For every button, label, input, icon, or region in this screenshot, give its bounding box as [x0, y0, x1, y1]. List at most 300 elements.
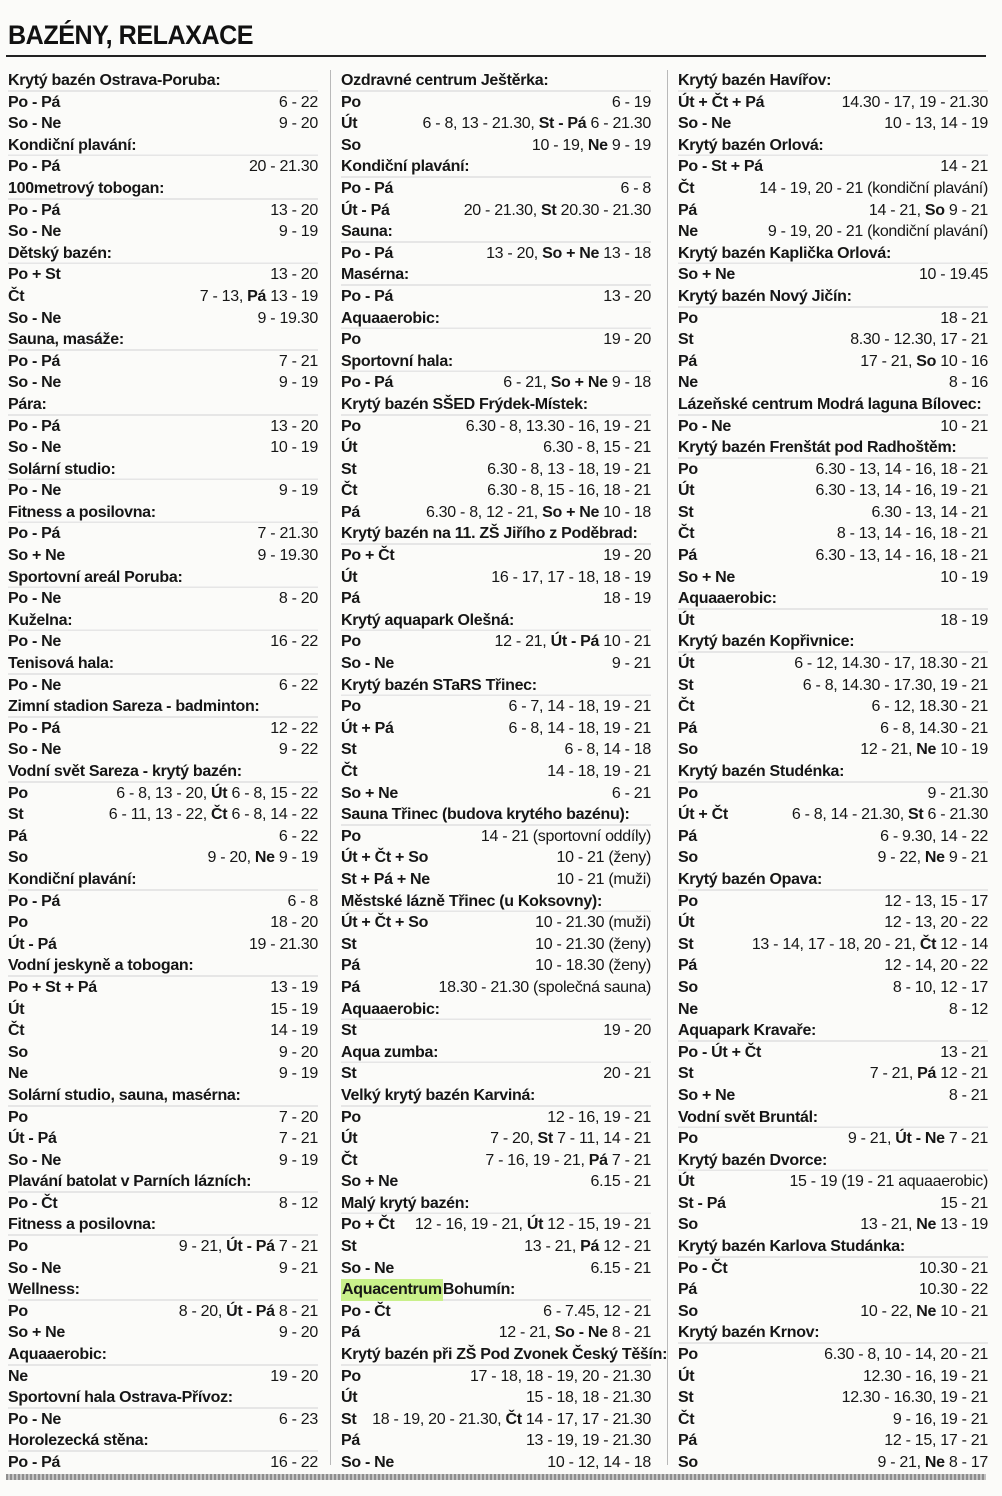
day-label: Po - Ne	[8, 1410, 62, 1428]
day-label: Po	[8, 1302, 28, 1320]
hours	[940, 308, 988, 330]
hours-text: 8 - 21	[948, 1086, 988, 1104]
day-label: Pá	[341, 978, 360, 996]
hours-text: 10 - 19	[270, 439, 318, 457]
hours	[816, 480, 988, 502]
schedule-row	[341, 567, 651, 589]
day-label: Po - Pá	[8, 352, 61, 370]
hours-text: 6.30 - 8, 15 - 21	[543, 439, 651, 457]
schedule-row	[8, 1366, 318, 1388]
day-label: So - Ne	[341, 1454, 395, 1471]
hours-text: 18 - 21	[940, 309, 988, 327]
hours-text: 9 - 19	[278, 223, 318, 241]
hours-text: 6 - 8, 14 - 18	[564, 741, 651, 759]
day-label: Út + Čt + So	[341, 849, 429, 867]
schedule-row	[8, 156, 318, 178]
hours	[768, 221, 988, 243]
hours	[279, 1042, 318, 1064]
day-label: So	[8, 1043, 28, 1061]
day-label-inline: So + Ne	[550, 374, 608, 392]
hours-text: 8 - 12	[278, 1194, 318, 1212]
day-label: Po + St + Pá	[8, 978, 97, 996]
hours	[279, 221, 318, 243]
hours-text: 12 - 14	[936, 935, 988, 953]
day-label: St + Pá + Ne	[341, 870, 430, 888]
schedule-row	[678, 1193, 988, 1215]
day-label: Po - Pá	[8, 719, 61, 737]
hours	[279, 588, 318, 610]
hours	[249, 156, 318, 178]
schedule-row	[678, 999, 988, 1021]
schedule-row	[678, 739, 988, 761]
hours	[794, 653, 988, 675]
schedule-row	[341, 113, 651, 135]
schedule-row	[8, 1236, 318, 1258]
hours-text: 9 - 20	[278, 115, 318, 133]
day-label: Po - Ne	[8, 482, 62, 500]
schedule-row	[8, 1452, 318, 1474]
day-label: Po + Čt	[341, 1216, 395, 1234]
day-label: So - Ne	[341, 655, 395, 673]
day-label: Po	[8, 914, 28, 932]
hours-text: 9 - 21	[278, 1259, 318, 1277]
venue-heading: Sportovní hala:	[341, 351, 651, 373]
venue-heading: Aquaaerobic:	[8, 1344, 318, 1366]
venue-heading: Vodní jeskyně a tobogan:	[8, 955, 318, 977]
schedule-row	[341, 459, 651, 481]
hours	[270, 631, 318, 653]
venue-heading: Krytý bazén Dvorce:	[678, 1150, 988, 1172]
day-label: So - Ne	[8, 741, 62, 759]
venue-heading: Wellness:	[8, 1279, 318, 1301]
hours-text: 10 - 21	[940, 417, 988, 435]
hours	[928, 783, 988, 805]
hours	[803, 675, 988, 697]
day-label: Út - Pá	[341, 201, 390, 219]
hours-text: 13 - 14, 17 - 18, 20 - 21,	[751, 935, 920, 953]
hours-text: 6.30 - 8, 13.30 - 16, 19 - 21	[465, 417, 651, 435]
hours-text: 19 - 21.30	[248, 935, 318, 953]
day-label: So	[678, 978, 698, 996]
day-label: Po - Čt	[341, 1302, 391, 1320]
schedule-row	[8, 934, 318, 956]
day-label-inline: Ne	[254, 849, 275, 867]
schedule-row	[341, 416, 651, 438]
schedule-row	[678, 847, 988, 869]
day-label: Ne	[678, 1000, 698, 1018]
schedule-row	[678, 826, 988, 848]
schedule-row	[678, 696, 988, 718]
hours	[487, 459, 651, 481]
hours	[547, 1107, 651, 1129]
day-label: St	[341, 741, 357, 759]
hours-text: 13 - 20	[270, 201, 318, 219]
schedule-row	[341, 847, 651, 869]
hours	[880, 826, 988, 848]
hours-text: 13 - 20,	[486, 244, 543, 262]
hours	[877, 847, 988, 869]
hours	[179, 1236, 318, 1258]
hours-text: 8 - 12	[948, 1000, 988, 1018]
day-label: Čt	[678, 525, 695, 543]
schedule-row	[341, 135, 651, 157]
schedule-row	[8, 739, 318, 761]
hours	[270, 1366, 318, 1388]
hours-text: 10 - 19,	[531, 136, 588, 154]
schedule-row	[341, 631, 651, 653]
schedule-row	[8, 977, 318, 999]
schedule-row	[678, 1301, 988, 1323]
day-label: Pá	[341, 590, 360, 608]
hours-text: 6.30 - 8, 15 - 16, 18 - 21	[487, 482, 651, 500]
hours-text: 15 - 18, 18 - 21.30	[525, 1389, 651, 1407]
day-label: St	[341, 460, 357, 478]
day-label: St	[8, 806, 24, 824]
schedule-row	[341, 92, 651, 114]
schedule-row	[8, 1258, 318, 1280]
venue-heading: Aqua zumba:	[341, 1042, 651, 1064]
hours	[486, 243, 651, 265]
day-label: Út	[341, 1389, 358, 1407]
schedule-row	[8, 1322, 318, 1344]
schedule-row	[8, 1128, 318, 1150]
column-divider	[667, 70, 668, 1465]
hours	[860, 1301, 988, 1323]
hours-text: 12 - 16, 19 - 21,	[414, 1216, 527, 1234]
venue-heading: Krytý aquapark Olešná:	[341, 610, 651, 632]
hours	[940, 610, 988, 632]
hours-text: 19 - 20	[603, 1022, 651, 1040]
hours-text: 20 - 21.30,	[463, 201, 542, 219]
schedule-row	[8, 416, 318, 438]
hours-text: 12 - 22	[270, 719, 318, 737]
schedule-row	[678, 675, 988, 697]
day-label-inline: Pá	[588, 1151, 608, 1169]
day-label-inline: So	[924, 201, 945, 219]
hours-text: 13 - 21,	[860, 1216, 917, 1234]
hours	[603, 329, 651, 351]
day-label: Po	[341, 1367, 361, 1385]
hours-text: 9 - 19, 20 - 21 (kondiční plavání)	[767, 223, 988, 241]
day-label-inline: St	[541, 201, 557, 219]
hours	[279, 1409, 318, 1431]
schedule-row	[678, 480, 988, 502]
schedule-row	[341, 1236, 651, 1258]
day-label: Čt	[341, 482, 358, 500]
hours	[872, 502, 988, 524]
schedule-row	[341, 437, 651, 459]
hours-text: 12 - 21,	[498, 1324, 555, 1342]
schedule-row	[341, 869, 651, 891]
venue-heading: Kondiční plavání:	[341, 156, 651, 178]
hours	[495, 631, 651, 653]
hours-text: 14 - 18, 19 - 21	[547, 763, 651, 780]
day-label: Út + Čt + Pá	[678, 93, 765, 111]
hours-text: 6 - 8, 14 - 21.30,	[791, 806, 908, 824]
hours-text: 10 - 16	[936, 352, 988, 370]
schedule-row	[678, 1063, 988, 1085]
day-label: Po	[678, 460, 698, 478]
hours	[279, 1107, 318, 1129]
schedule-row	[678, 955, 988, 977]
hours	[949, 372, 988, 394]
hours	[880, 718, 988, 740]
day-label: Po - Pá	[341, 244, 394, 262]
hours-text: 12 - 21,	[494, 633, 551, 651]
hours-text: 9 - 19	[278, 1151, 318, 1169]
hours-text: 14.30 - 17, 19 - 21.30	[841, 93, 988, 111]
schedule-row	[341, 912, 651, 934]
hours	[485, 1150, 651, 1172]
day-label-inline: Pá	[917, 1065, 937, 1083]
venue-heading: Solární studio, sauna, masérna:	[8, 1085, 318, 1107]
schedule-row	[678, 178, 988, 200]
hours	[949, 999, 988, 1021]
day-label: Po - Čt	[678, 1259, 728, 1277]
day-label: Po - Pá	[8, 93, 61, 111]
hours	[270, 416, 318, 438]
hours-text: 12.30 - 16, 19 - 21	[862, 1367, 988, 1385]
venue-heading: Ozdravné centrum Ještěrka:	[341, 70, 651, 92]
schedule-row	[341, 1128, 651, 1150]
venue-heading: Krytý bazén na 11. ZŠ Jiřího z Poděbrad:	[341, 523, 651, 545]
schedule-row	[678, 653, 988, 675]
hours-text: 8.30 - 12.30, 17 - 21	[850, 331, 988, 349]
schedule-row	[678, 221, 988, 243]
day-label: Pá	[678, 352, 697, 370]
day-label: Pá	[678, 957, 697, 975]
day-label: So	[678, 1454, 698, 1471]
venue-heading: Krytý bazén Kopřivnice:	[678, 631, 988, 653]
hours	[270, 718, 318, 740]
venue-heading: Vodní svět Sareza - krytý bazén:	[8, 761, 318, 783]
hours	[464, 200, 651, 222]
day-label: Po	[341, 1108, 361, 1126]
hours	[860, 1214, 988, 1236]
hours	[270, 1452, 318, 1474]
heading-rest: Bohumín:	[442, 1281, 516, 1299]
page-title: BAZÉNY, RELAXACE	[8, 20, 254, 50]
day-label: St	[341, 1238, 357, 1256]
hours-text: 18 - 19, 20 - 21.30,	[372, 1410, 506, 1428]
hours-text: 10 - 19	[940, 568, 988, 586]
hours-text: 13 - 19	[936, 1216, 988, 1234]
hours-text: 9 - 22	[278, 741, 318, 759]
schedule-row	[678, 1366, 988, 1388]
schedule-row	[8, 1020, 318, 1042]
hours-text: 12 - 21,	[860, 741, 917, 759]
hours-text: 10 - 18.30 (ženy)	[535, 957, 651, 975]
schedule-row	[341, 329, 651, 351]
schedule-row	[8, 718, 318, 740]
hours	[279, 372, 318, 394]
hours	[816, 459, 988, 481]
day-label: Po	[678, 784, 698, 802]
hours	[919, 264, 988, 286]
hours	[179, 1301, 318, 1323]
hours	[270, 200, 318, 222]
day-label-inline: Ne	[924, 849, 945, 867]
day-label: Út	[678, 611, 695, 629]
hours	[279, 1193, 318, 1215]
schedule-row	[341, 1258, 651, 1280]
hours	[535, 955, 651, 977]
schedule-row	[678, 502, 988, 524]
hours-text: 12 - 13, 15 - 17	[884, 892, 988, 910]
hours	[860, 739, 988, 761]
hours	[893, 977, 988, 999]
schedule-row	[341, 545, 651, 567]
day-label: Čt	[678, 698, 695, 716]
schedule-row	[678, 92, 988, 114]
schedule-row	[678, 804, 988, 826]
hours-text: 10 - 21	[936, 1302, 988, 1320]
hours-text: 6 - 23	[278, 1410, 318, 1428]
hours	[842, 92, 988, 114]
venue-heading: Sauna, masáže:	[8, 329, 318, 351]
hours	[109, 804, 318, 826]
day-label: So - Ne	[8, 439, 62, 457]
day-label: Po - Út + Čt	[678, 1043, 762, 1061]
venue-heading: Krytý bazén Havířov:	[678, 70, 988, 92]
hours	[869, 200, 988, 222]
schedule-row	[678, 1042, 988, 1064]
day-label-inline: St - Pá	[538, 115, 587, 133]
hours-text: 19 - 20	[270, 1367, 318, 1385]
hours	[884, 891, 988, 913]
hours	[279, 1063, 318, 1085]
hours-text: 7 - 21	[278, 1130, 318, 1148]
hours	[279, 1322, 318, 1344]
hours	[919, 1279, 988, 1301]
schedule-row	[8, 221, 318, 243]
day-label-inline: Út - Pá	[550, 633, 600, 651]
hours-text: 6 - 21	[611, 784, 651, 802]
hours	[279, 1258, 318, 1280]
venue-heading: Sauna:	[341, 221, 651, 243]
day-label: So - Ne	[8, 223, 62, 241]
hours-text: 14 - 19	[270, 1022, 318, 1040]
hours-text: 6 - 7, 14 - 18, 19 - 21	[508, 698, 651, 716]
hours	[270, 437, 318, 459]
schedule-row	[8, 588, 318, 610]
day-label-inline: Čt	[505, 1410, 522, 1428]
day-label: Po	[678, 309, 698, 327]
day-label-inline: Út	[211, 784, 228, 802]
hours	[270, 912, 318, 934]
day-label-inline: Ne	[916, 1216, 937, 1234]
schedule-row	[678, 567, 988, 589]
hours-text: 12 - 21	[599, 1238, 651, 1256]
day-label: Út	[341, 439, 358, 457]
day-label: So - Ne	[8, 1259, 62, 1277]
day-label-inline: So + Ne	[542, 244, 600, 262]
hours-text: 12 - 21	[936, 1065, 988, 1083]
hours-text: 9 - 19	[607, 136, 651, 154]
venue-heading: Pára:	[8, 394, 318, 416]
hours	[612, 783, 651, 805]
hours	[426, 502, 651, 524]
day-label: Pá	[678, 547, 697, 565]
venue-heading: Krytý bazén Krnov:	[678, 1322, 988, 1344]
day-label: Čt	[341, 763, 358, 780]
schedule-row	[341, 1409, 651, 1431]
schedule-row	[341, 696, 651, 718]
hours	[279, 826, 318, 848]
schedule-row	[678, 718, 988, 740]
hours	[603, 588, 651, 610]
hours	[258, 545, 318, 567]
hours-text: 20 - 21.30	[248, 158, 318, 176]
day-label: Pá	[678, 201, 697, 219]
hours	[279, 351, 318, 373]
hours	[556, 847, 651, 869]
schedule-row	[8, 804, 318, 826]
day-label: Po	[8, 1238, 28, 1256]
schedule-row	[8, 308, 318, 330]
day-label: So	[678, 1302, 698, 1320]
day-label: So + Ne	[8, 547, 66, 565]
hours	[792, 804, 988, 826]
hours	[543, 1301, 651, 1323]
day-label: Út + Pá	[341, 719, 394, 737]
schedule-row	[678, 1344, 988, 1366]
day-label-inline: Ne	[916, 741, 937, 759]
schedule-row	[8, 1150, 318, 1172]
hours-text: 6 - 8, 14.30 - 17.30, 19 - 21	[802, 676, 988, 694]
hours-text: 15 - 19	[270, 1000, 318, 1018]
hours	[503, 372, 651, 394]
hours-text: 6 - 9.30, 14 - 22	[880, 827, 988, 845]
hours-text: 6 - 21.30	[586, 115, 651, 133]
hours-text: 10 - 22,	[860, 1302, 917, 1320]
hours-text: 9 - 21.30	[927, 784, 988, 802]
hours-text: 14 - 21 (sportovní oddíly)	[480, 827, 651, 845]
schedule-row	[678, 200, 988, 222]
schedule-row	[8, 523, 318, 545]
hours-text: 6.30 - 13, 14 - 16, 18 - 21	[815, 460, 988, 478]
hours	[543, 437, 651, 459]
hours	[612, 92, 651, 114]
hours-text: 10 - 19.45	[918, 266, 988, 284]
hours-text: 13 - 20	[270, 266, 318, 284]
hours	[270, 264, 318, 286]
hours	[258, 308, 318, 330]
day-label: St	[678, 1389, 694, 1407]
schedule-row	[341, 1430, 651, 1452]
hours	[470, 1366, 651, 1388]
schedule-row	[8, 826, 318, 848]
hours-text: 12 - 13, 20 - 22	[884, 914, 988, 932]
hours-text: 6 - 19	[611, 93, 651, 111]
day-label: Po	[341, 331, 361, 349]
hours	[603, 545, 651, 567]
hours-text: 13 - 21	[940, 1043, 988, 1061]
hours-text: 9 - 19	[274, 849, 318, 867]
hours	[884, 1430, 988, 1452]
bottom-divider	[6, 1474, 986, 1480]
day-label: Ne	[678, 223, 698, 241]
hours-text: 13 - 19	[270, 978, 318, 996]
schedule-row	[341, 934, 651, 956]
hours	[287, 891, 318, 913]
hours	[270, 1020, 318, 1042]
day-label: Út + Čt + So	[341, 914, 429, 932]
hours-text: 9 - 20	[278, 1324, 318, 1342]
day-label: Po - Pá	[8, 892, 61, 910]
hours-text: 18 - 19	[603, 590, 651, 608]
hours	[200, 286, 318, 308]
